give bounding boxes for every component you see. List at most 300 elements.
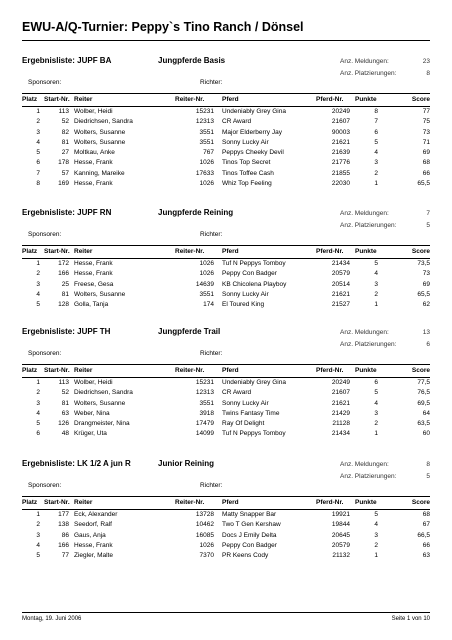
cell-reiter-nr: 14639 [195,280,214,288]
cell-pferd: Sonny Lucky Air [222,399,269,407]
cell-pferd: Twins Fantasy Time [222,409,280,417]
cell-start: 126 [58,420,69,428]
sponsoren-label: Sponsoren: [28,350,62,357]
cell-pferd: CR Award [222,118,252,126]
column-header-platz: Platz [22,96,38,103]
cell-reiter-nr: 17479 [195,420,214,428]
cell-start: 128 [58,301,69,309]
footer-date: Montag, 19. Juni 2006 [22,616,82,622]
section-name: Jungpferde Basis [158,56,226,65]
section-name: Junior Reining [158,459,214,468]
cell-pferd: KB Chicolena Playboy [222,280,287,288]
table-row [22,280,430,290]
cell-start: 81 [61,138,69,146]
cell-score: 77 [422,108,430,115]
table-row [22,388,430,398]
cell-pferd-nr: 21128 [332,420,350,428]
cell-pferd: CR Award [222,389,252,397]
footer-divider [22,612,430,613]
cell-pferd-nr: 21621 [331,399,350,407]
cell-start: 113 [58,108,69,115]
cell-reiter: Krüger, Uta [74,430,107,438]
cell-pferd-nr: 20249 [331,108,350,115]
sponsor-judge-line [22,482,430,494]
cell-reiter: Wolber, Heidi [74,379,113,386]
meldungen-row [340,327,430,339]
section-counts [340,459,430,482]
cell-pferd-nr: 20249 [331,379,350,386]
cell-reiter-nr: 17633 [195,169,214,177]
cell-start: 178 [58,159,69,167]
cell-reiter: Wolber, Heidi [74,108,113,115]
meldungen-value: 13 [422,329,430,336]
cell-reiter-nr: 10462 [195,521,214,529]
cell-start: 166 [58,541,69,549]
cell-reiter: Kanning, Mareike [74,169,125,177]
result-section [22,459,430,561]
cell-reiter-nr: 1026 [199,541,214,549]
cell-start: 81 [61,399,69,407]
table-row [22,300,430,310]
cell-start: 63 [61,409,69,417]
table-row [22,128,430,138]
section-counts [340,56,430,79]
cell-pferd-nr: 21434 [331,260,350,267]
column-header-start: Start-Nr. [44,367,70,374]
cell-reiter: Diedrichsen, Sandra [74,118,133,126]
cell-pferd: El Toured King [222,301,265,309]
table-row [22,409,430,419]
cell-reiter: Hesse, Frank [74,260,113,267]
richter-label: Richter: [200,231,223,238]
cell-start: 82 [61,128,69,136]
platzierungen-label: Anz. Platzierungen: [340,69,397,77]
platzierungen-label: Anz. Platzierungen: [340,221,397,229]
cell-reiter: Seedorf, Ralf [74,521,112,529]
platzierungen-row [340,339,430,351]
cell-score: 66,5 [417,531,430,539]
cell-pferd-nr: 21621 [331,290,350,298]
cell-pferd: Peppy Con Badger [222,270,277,278]
platzierungen-row [340,68,430,80]
column-header-platz: Platz [22,367,38,374]
cell-score: 65,5 [417,180,430,188]
table-row [22,107,430,117]
cell-reiter-nr: 1026 [199,180,214,188]
cell-reiter-nr: 14099 [195,430,214,438]
cell-punkte: 2 [374,290,378,298]
cell-pferd-nr: 19844 [331,521,350,529]
cell-platz: 1 [36,379,40,386]
cell-score: 73 [422,270,430,278]
cell-reiter: Diedrichsen, Sandra [74,389,133,397]
meldungen-value: 7 [426,210,430,217]
cell-punkte: 6 [374,128,378,136]
table-row [22,429,430,439]
cell-platz: 6 [36,159,40,167]
cell-punkte: 3 [374,531,378,539]
table-header [22,245,430,259]
cell-platz: 7 [36,169,40,177]
cell-reiter: Gaus, Anja [74,531,106,539]
table-row [22,551,430,561]
cell-pferd-nr: 21855 [331,169,350,177]
cell-punkte: 3 [374,409,378,417]
cell-reiter-nr: 3551 [199,128,214,136]
column-header-pferd: Pferd [222,96,239,103]
cell-pferd: Major Elderberry Jay [222,128,282,136]
cell-pferd-nr: 21607 [331,389,350,397]
cell-score: 63,5 [417,420,430,428]
cell-reiter-nr: 16085 [195,531,214,539]
cell-pferd-nr: 21527 [331,301,350,309]
column-header-pferd-nr: Pferd-Nr. [316,248,344,255]
cell-start: 57 [61,169,69,177]
cell-start: 169 [58,180,69,188]
column-header-punkte: Punkte [355,367,377,374]
cell-punkte: 5 [374,138,378,146]
column-header-reiter-nr: Reiter-Nr. [175,96,205,103]
cell-pferd-nr: 20645 [331,531,350,539]
meldungen-label: Anz. Meldungen: [340,210,389,217]
cell-punkte: 8 [374,108,378,115]
cell-platz: 3 [36,399,40,407]
cell-score: 69 [422,149,430,157]
cell-platz: 4 [36,138,40,146]
cell-pferd: Peppys Cheeky Devil [222,149,284,157]
richter-label: Richter: [200,79,223,86]
platzierungen-value: 8 [426,69,430,77]
cell-pferd: Tuf N Peppys Tomboy [222,430,286,438]
cell-platz: 2 [36,389,40,397]
table-row [22,419,430,429]
cell-score: 68 [422,159,430,167]
cell-reiter-nr: 1026 [199,270,214,278]
cell-punkte: 3 [374,159,378,167]
cell-punkte: 1 [374,430,378,438]
cell-reiter-nr: 1026 [199,260,214,267]
cell-punkte: 6 [374,379,378,386]
cell-pferd: Docs J Emily Delta [222,531,277,539]
cell-pferd: Tinos Top Secret [222,159,271,167]
table-header [22,496,430,510]
column-header-pferd-nr: Pferd-Nr. [316,367,344,374]
cell-reiter-nr: 15231 [195,379,214,386]
cell-pferd-nr: 21607 [331,118,350,126]
cell-score: 67 [422,521,430,529]
cell-score: 63 [422,552,430,560]
cell-reiter: Hesse, Frank [74,270,113,278]
table-row [22,169,430,179]
column-header-pferd: Pferd [222,367,239,374]
table-header [22,364,430,378]
column-header-reiter: Reiter [74,499,93,506]
cell-score: 76,5 [417,389,430,397]
cell-punkte: 2 [374,541,378,549]
cell-pferd: Whiz Top Feeling [222,180,272,188]
result-section [22,327,430,440]
platzierungen-value: 5 [426,472,430,480]
meldungen-value: 23 [422,58,430,65]
table-row [22,520,430,530]
cell-reiter-nr: 3551 [199,290,214,298]
cell-reiter: Weber, Nina [74,409,110,417]
cell-platz: 4 [36,290,40,298]
cell-reiter: Wolters, Susanne [74,399,126,407]
section-name: Jungpferde Reining [158,208,234,217]
cell-start: 52 [61,389,69,397]
cell-reiter: Freese, Gesa [74,280,114,288]
cell-platz: 2 [36,521,40,529]
cell-punkte: 5 [374,260,378,267]
cell-score: 62 [422,301,430,309]
cell-pferd-nr: 21434 [331,430,350,438]
cell-reiter-nr: 12313 [195,118,214,126]
cell-pferd-nr: 19921 [331,511,350,518]
cell-pferd-nr: 20514 [331,280,350,288]
cell-pferd: Tinos Toffee Cash [222,169,274,177]
cell-reiter: Moltkau, Anke [74,149,115,157]
cell-start: 52 [61,118,69,126]
cell-score: 73 [422,128,430,136]
column-header-pferd: Pferd [222,248,239,255]
column-header-platz: Platz [22,499,38,506]
cell-score: 68 [422,511,430,518]
table-row [22,510,430,520]
sponsoren-label: Sponsoren: [28,79,62,86]
column-header-score: Score [411,248,430,255]
cell-platz: 4 [36,409,40,417]
sponsoren-label: Sponsoren: [28,482,62,489]
cell-punkte: 1 [374,301,378,309]
cell-score: 66 [422,169,430,177]
column-header-start: Start-Nr. [44,248,70,255]
cell-start: 166 [58,270,69,278]
cell-pferd: Sonny Lucky Air [222,138,269,146]
cell-platz: 1 [36,108,40,115]
section-code: Ergebnisliste: JUPF BA [22,56,112,65]
table-row [22,531,430,541]
cell-pferd-nr: 21639 [331,149,350,157]
meldungen-label: Anz. Meldungen: [340,58,389,65]
cell-pferd-nr: 21776 [331,159,350,167]
sponsor-judge-line [22,79,430,91]
column-header-reiter-nr: Reiter-Nr. [175,499,205,506]
cell-punkte: 5 [374,389,378,397]
platzierungen-label: Anz. Platzierungen: [340,472,397,480]
meldungen-label: Anz. Meldungen: [340,329,389,336]
section-header [22,459,430,481]
section-header [22,208,430,230]
column-header-score: Score [411,96,430,103]
cell-reiter-nr: 15231 [195,108,214,115]
cell-score: 65,5 [417,290,430,298]
sponsor-judge-line [22,350,430,362]
cell-reiter: Wolters, Susanne [74,138,126,146]
column-header-reiter-nr: Reiter-Nr. [175,248,205,255]
cell-platz: 4 [36,541,40,549]
column-header-punkte: Punkte [355,96,377,103]
cell-pferd: PR Keens Cody [222,552,269,560]
cell-pferd: Two T Gen Kershaw [222,521,281,529]
table-row [22,541,430,551]
cell-pferd-nr: 20579 [331,541,350,549]
cell-platz: 5 [36,552,40,560]
cell-reiter-nr: 3551 [199,399,214,407]
table-row [22,148,430,158]
cell-platz: 5 [36,149,40,157]
cell-pferd-nr: 21132 [332,552,350,560]
column-header-score: Score [411,367,430,374]
table-row [22,138,430,148]
section-code: Ergebnisliste: JUPF RN [22,208,112,217]
cell-pferd: Undeniably Grey Gina [222,379,286,386]
result-section [22,208,430,310]
cell-reiter: Hesse, Frank [74,541,113,549]
cell-score: 77,5 [417,379,430,386]
cell-pferd: Tuf N Peppys Tomboy [222,260,286,267]
footer-page-number: Seite 1 von 10 [391,616,430,622]
meldungen-row [340,56,430,68]
cell-pferd: Undeniably Grey Gina [222,108,286,115]
platzierungen-value: 6 [426,340,430,348]
cell-start: 172 [58,260,69,267]
column-header-start: Start-Nr. [44,499,70,506]
table-row [22,269,430,279]
cell-reiter-nr: 7370 [199,552,214,560]
title-divider [22,40,430,41]
cell-platz: 6 [36,430,40,438]
cell-punkte: 2 [374,420,378,428]
cell-punkte: 1 [374,180,378,188]
cell-pferd-nr: 20579 [331,270,350,278]
table-row [22,117,430,127]
cell-reiter: Golla, Tanja [74,301,109,309]
cell-punkte: 4 [374,270,378,278]
cell-punkte: 4 [374,521,378,529]
sponsor-judge-line [22,231,430,243]
section-code: Ergebnisliste: LK 1/2 A jun R [22,459,131,468]
platzierungen-label: Anz. Platzierungen: [340,340,397,348]
cell-platz: 3 [36,128,40,136]
cell-reiter: Wolters, Susanne [74,290,126,298]
cell-score: 60 [422,430,430,438]
cell-reiter-nr: 3918 [199,409,214,417]
meldungen-value: 8 [426,461,430,468]
meldungen-row [340,459,430,471]
cell-reiter-nr: 767 [203,149,214,157]
cell-reiter-nr: 12313 [195,389,214,397]
cell-reiter: Drangmeister, Nina [74,420,130,428]
cell-reiter: Hesse, Frank [74,180,113,188]
table-row [22,290,430,300]
column-header-punkte: Punkte [355,499,377,506]
cell-punkte: 2 [374,169,378,177]
section-header [22,327,430,349]
cell-platz: 8 [36,180,40,188]
cell-platz: 1 [36,511,40,518]
platzierungen-row [340,471,430,483]
page-title: EWU-A/Q-Turnier: Peppy`s Tino Ranch / Dönsel [22,20,304,34]
cell-start: 25 [61,280,69,288]
cell-reiter: Ziegler, Malte [74,552,114,560]
cell-score: 71 [422,138,430,146]
cell-reiter: Eck, Alexander [74,511,118,518]
cell-platz: 2 [36,118,40,126]
cell-platz: 5 [36,301,40,309]
cell-score: 64 [422,409,430,417]
cell-punkte: 7 [374,118,378,126]
cell-start: 113 [58,379,69,386]
meldungen-row [340,208,430,220]
table-row [22,158,430,168]
richter-label: Richter: [200,350,223,357]
section-code: Ergebnisliste: JUPF TH [22,327,111,336]
cell-platz: 1 [36,260,40,267]
cell-punkte: 3 [374,280,378,288]
cell-reiter: Hesse, Frank [74,159,113,167]
platzierungen-row [340,220,430,232]
cell-reiter-nr: 13728 [195,511,214,518]
table-header [22,93,430,107]
column-header-reiter: Reiter [74,367,93,374]
cell-score: 69 [422,280,430,288]
column-header-pferd-nr: Pferd-Nr. [316,499,344,506]
column-header-score: Score [411,499,430,506]
meldungen-label: Anz. Meldungen: [340,461,389,468]
cell-pferd-nr: 22030 [331,180,350,188]
table-row [22,399,430,409]
column-header-platz: Platz [22,248,38,255]
cell-platz: 3 [36,280,40,288]
section-name: Jungpferde Trail [158,327,221,336]
cell-reiter: Wolters, Susanne [74,128,126,136]
cell-score: 73,5 [417,260,430,267]
cell-start: 48 [61,430,69,438]
cell-start: 138 [58,521,69,529]
cell-start: 86 [61,531,69,539]
cell-pferd: Matty Snapper Bar [222,511,277,518]
column-header-pferd-nr: Pferd-Nr. [316,96,344,103]
table-row [22,179,430,189]
cell-start: 77 [61,552,69,560]
cell-platz: 5 [36,420,40,428]
column-header-pferd: Pferd [222,499,239,506]
cell-punkte: 4 [374,149,378,157]
cell-punkte: 4 [374,399,378,407]
table-row [22,378,430,388]
cell-reiter-nr: 3551 [199,138,214,146]
column-header-punkte: Punkte [355,248,377,255]
table-row [22,259,430,269]
cell-start: 177 [58,511,69,518]
cell-pferd: Ray Of Delight [222,420,265,428]
cell-platz: 3 [36,531,40,539]
section-counts [340,208,430,231]
cell-score: 66 [422,541,430,549]
cell-platz: 2 [36,270,40,278]
column-header-reiter-nr: Reiter-Nr. [175,367,205,374]
cell-start: 27 [61,149,69,157]
sponsoren-label: Sponsoren: [28,231,62,238]
richter-label: Richter: [200,482,223,489]
column-header-start: Start-Nr. [44,96,70,103]
cell-score: 69,5 [417,399,430,407]
cell-pferd-nr: 90003 [331,128,350,136]
cell-reiter-nr: 1026 [199,159,214,167]
cell-pferd: Sonny Lucky Air [222,290,269,298]
cell-pferd: Peppy Con Badger [222,541,277,549]
